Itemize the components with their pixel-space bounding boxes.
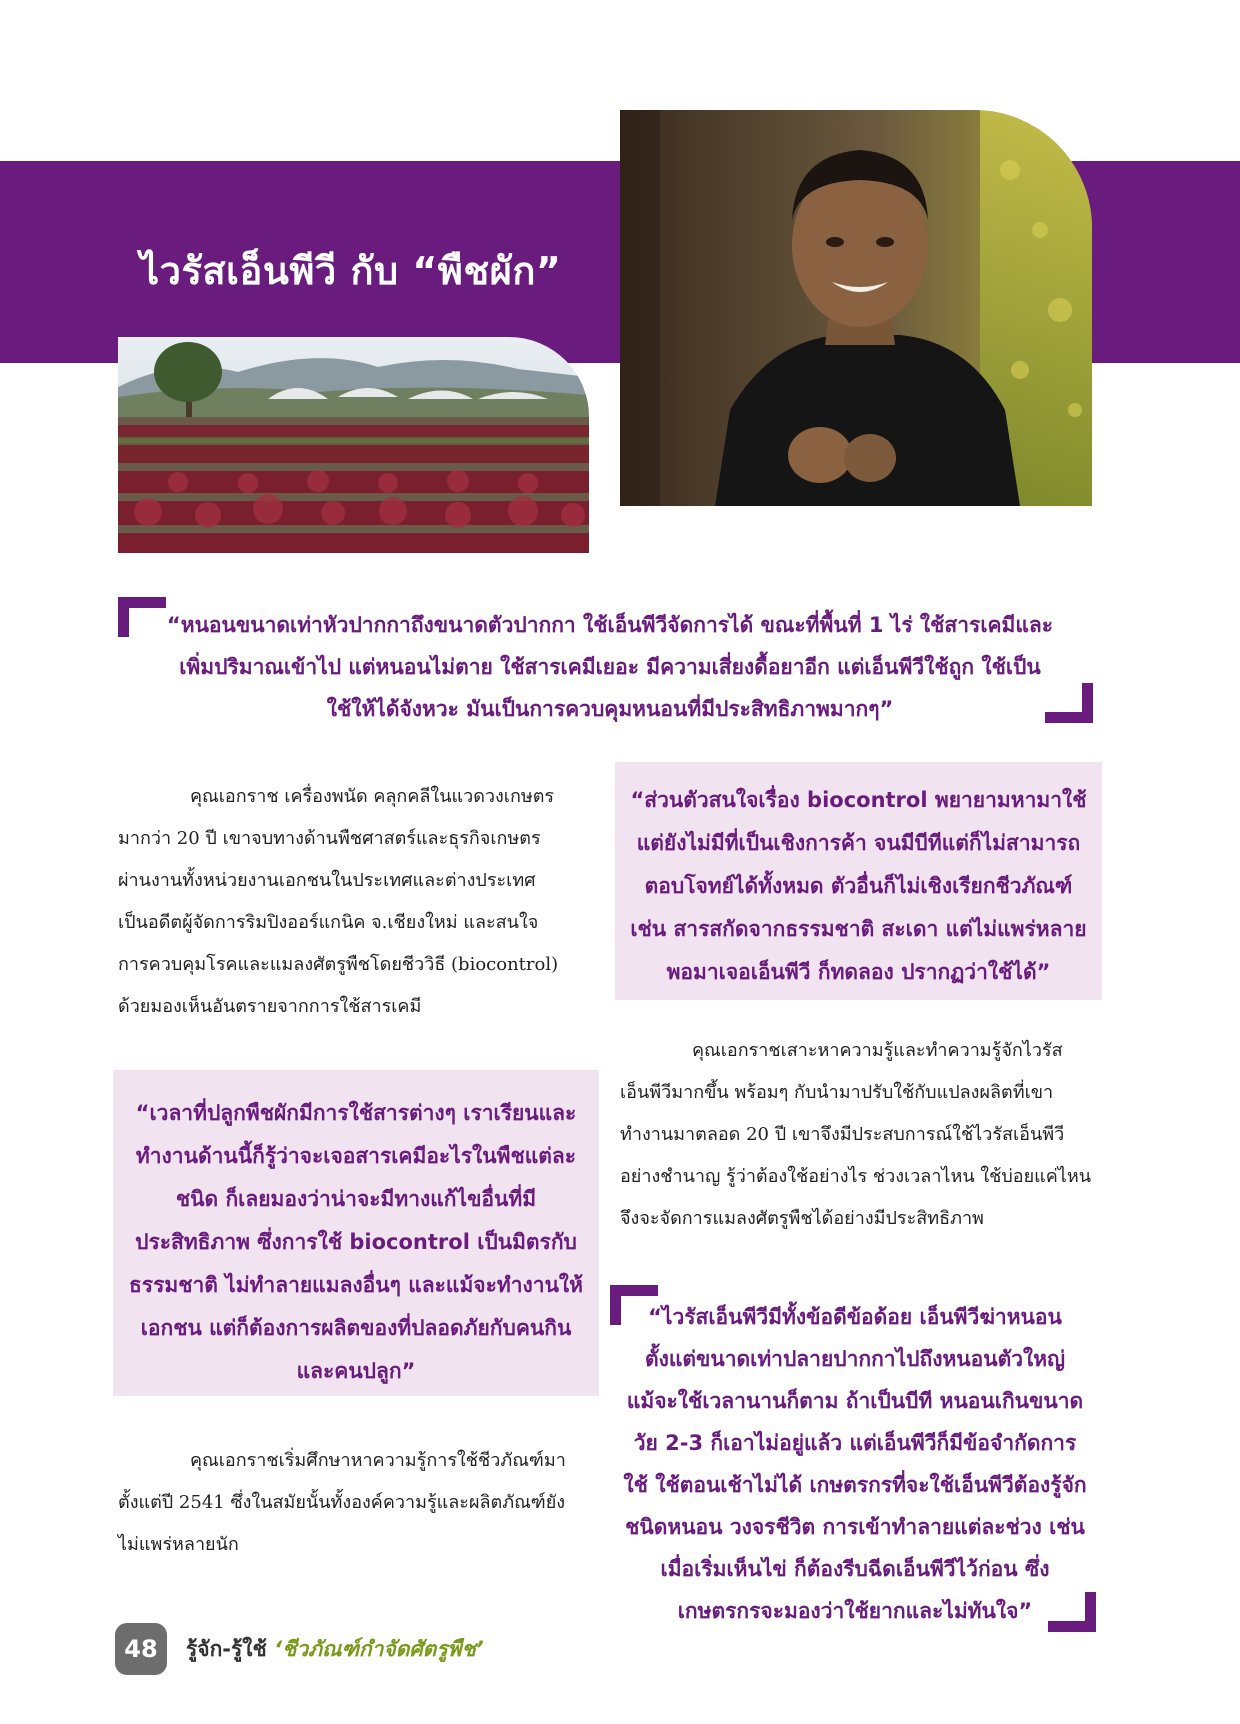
text-line: จึงจะจัดการแมลงศัตรูพืชได้อย่างมีประสิทธิภาพ <box>620 1208 984 1229</box>
text-line: ด้วยมองเห็นอันตรายจากการใช้สารเคมี <box>118 996 422 1017</box>
left-quote-box <box>113 1070 599 1396</box>
quote-line: เกษตรกรจะมองว่าใช้ยากและไม่ทันใจ” <box>677 1599 1033 1623</box>
text-line: ตั้งแต่ปี 2541 ซึ่งในสมัยนั้นทั้งองค์ความรู้และผลิตภัณฑ์ยัง <box>118 1492 566 1513</box>
field-photo <box>118 337 589 553</box>
quote-line: “หนอนขนาดเท่าหัวปากกาถึงขนาดตัวปากกา ใช้เอ็นพีวีจัดการได้ ขณะที่พื้นที่ 1 ไร่ ใช้สารเคมีและ <box>166 613 1054 637</box>
pull-quote-top <box>150 604 1070 730</box>
quote-line: วัย 2-3 ก็เอาไม่อยู่แล้ว แต่เอ็นพีวีก็มีข้อจำกัดการ <box>633 1431 1077 1455</box>
quote-line: ตั้งแต่ขนาดเท่าปลายปากกาไปถึงหนอนตัวใหญ่ <box>644 1347 1066 1371</box>
text-line: อย่างชำนาญ รู้ว่าต้องใช้อย่างไร ช่วงเวลาไหน ใช้บ่อยแค่ไหน <box>620 1166 1092 1187</box>
right-quote <box>615 762 1102 994</box>
quote-line: เอกชน แต่ก็ต้องการผลิตของที่ปลอดภัยกับคนกิน <box>140 1316 572 1340</box>
text-line: คุณเอกราชเสาะหาความรู้และทำความรู้จักไวรัส <box>692 1040 1063 1061</box>
quote-line: พอมาเจอเอ็นพีวี ก็ทดลอง ปรากฏว่าใช้ได้” <box>666 960 1051 984</box>
quote-line: แม้จะใช้เวลานานก็ตาม ถ้าเป็นบีที หนอนเกินขนาด <box>626 1389 1084 1413</box>
right-quote-box <box>615 762 1102 1000</box>
quote-close-bracket <box>1045 683 1093 723</box>
page-title: ไวรัสเอ็นพีวี กับ “พืชผัก” <box>140 249 562 293</box>
left-paragraph-2 <box>118 1440 592 1566</box>
text-line: คุณเอกราชเริ่มศึกษาหาความรู้การใช้ชีวภัณฑ์มา <box>190 1450 566 1471</box>
quote-line: “ส่วนตัวสนใจเรื่อง biocontrol พยายามหามาใช้ <box>630 788 1087 812</box>
quote-line: ประสิทธิภาพ ซึ่งการใช้ biocontrol เป็นมิตรกับ <box>135 1230 577 1254</box>
quote-line: เช่น สารสกัดจากธรรมชาติ สะเดา แต่ไม่แพร่หลาย <box>630 917 1087 941</box>
page-number: 48 <box>115 1623 167 1675</box>
footer-title <box>186 1633 484 1666</box>
quote-line: ธรรมชาติ ไม่ทำลายแมลงอื่นๆ และแม้จะทำงานให้ <box>128 1273 584 1297</box>
text-line: เป็นอดีตผู้จัดการริมปิงออร์แกนิค จ.เชียงใหม่ และสนใจ <box>118 912 539 933</box>
quote-line: เมื่อเริ่มเห็นไข่ ก็ต้องรีบฉีดเอ็นพีวีไว้ก่อน ซึ่ง <box>660 1557 1050 1581</box>
footer-accent-text: ‘ชีวภัณฑ์กำจัดศัตรูพืช’ <box>274 1637 484 1661</box>
quote-line: ใช้ให้ได้จังหวะ มันเป็นการควบคุมหนอนที่มีประสิทธิภาพมากๆ” <box>326 697 894 721</box>
quote-line: เพิ่มปริมาณเข้าไป แต่หนอนไม่ตาย ใช้สารเคมีเยอะ มีความเสี่ยงดื้อยาอีก แต่เอ็นพีวีใช้ถูก ใช้เป็น <box>179 655 1041 679</box>
quote-open-bracket <box>610 1285 658 1325</box>
pull-quote-bottom <box>620 1296 1090 1632</box>
text-line: ทำงานมาตลอด 20 ปี เขาจึงมีประสบการณ์ใช้ไวรัสเอ็นพีวี <box>620 1124 1065 1145</box>
quote-line: ชนิด ก็เลยมองว่าน่าจะมีทางแก้ไขอื่นที่มี <box>175 1187 537 1211</box>
quote-line: “ไวรัสเอ็นพีวีมีทั้งข้อดีข้อด้อย เอ็นพีวีฆ่าหนอน <box>648 1305 1062 1329</box>
text-line: มากว่า 20 ปี เขาจบทางด้านพืชศาสตร์และธุรกิจเกษตร <box>118 828 541 849</box>
left-paragraph-1 <box>118 776 592 1028</box>
quote-line: ใช้ ใช้ตอนเช้าไม่ได้ เกษตรกรที่จะใช้เอ็นพีวีต้องรู้จัก <box>623 1473 1087 1497</box>
quote-line: แต่ยังไม่มีที่เป็นเชิงการค้า จนมีบีทีแต่ก็ไม่สามารถ <box>636 831 1081 855</box>
right-paragraph <box>620 1030 1096 1240</box>
left-quote <box>113 1070 599 1393</box>
footer-text: รู้จัก-รู้ใช้ <box>186 1637 267 1661</box>
quote-line: ตอบโจทย์ได้ทั้งหมด ตัวอื่นก็ไม่เชิงเรียกชีวภัณฑ์ <box>644 874 1073 898</box>
quote-line: ชนิดหนอน วงจรชีวิต การเข้าทำลายแต่ละช่วง เช่น <box>625 1515 1085 1539</box>
quote-close-bracket <box>1048 1592 1096 1632</box>
portrait-photo <box>620 110 1092 506</box>
quote-line: “เวลาที่ปลูกพืชผักมีการใช้สารต่างๆ เราเรียนและ <box>135 1101 577 1125</box>
text-line: การควบคุมโรคและแมลงศัตรูพืชโดยชีววิธี (biocontrol) <box>118 954 559 975</box>
text-line: คุณเอกราช เครื่องพนัด คลุกคลีในแวดวงเกษตร <box>190 786 555 807</box>
text-line: เอ็นพีวีมากขึ้น พร้อมๆ กับนำมาปรับใช้กับแปลงผลิตที่เขา <box>620 1082 1054 1103</box>
quote-line: และคนปลูก” <box>296 1359 416 1383</box>
quote-open-bracket <box>118 597 166 637</box>
text-line: ผ่านงานทั้งหน่วยงานเอกชนในประเทศและต่างประเทศ <box>118 870 536 891</box>
text-line: ไม่แพร่หลายนัก <box>118 1534 239 1555</box>
quote-line: ทำงานด้านนี้ก็รู้ว่าจะเจอสารเคมีอะไรในพืชแต่ละ <box>135 1144 577 1168</box>
